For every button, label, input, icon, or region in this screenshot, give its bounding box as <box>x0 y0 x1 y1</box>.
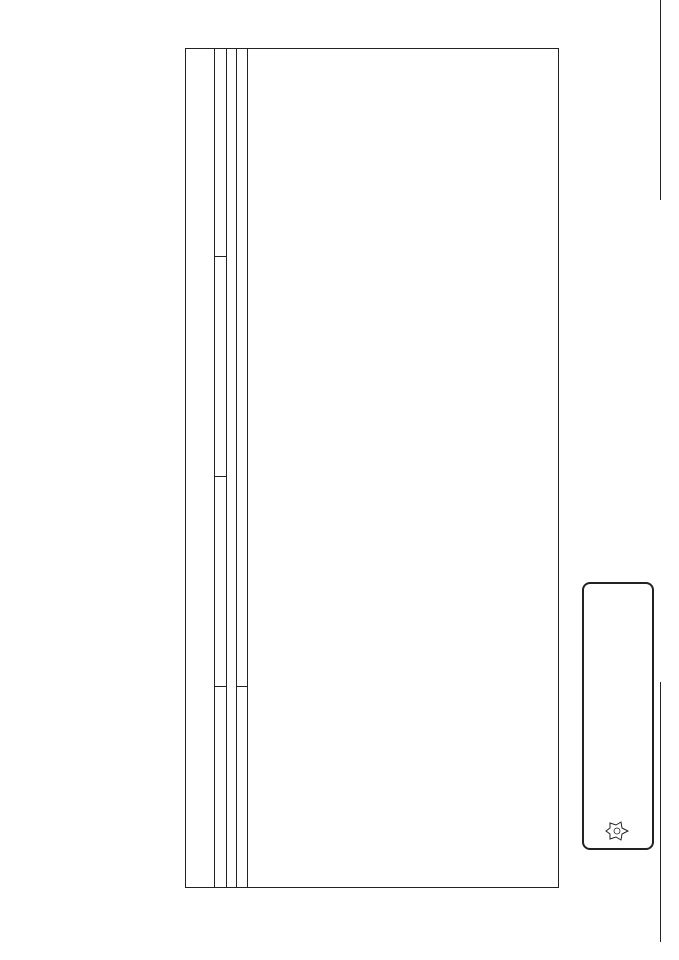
qr-code <box>3 56 67 120</box>
cadastral-label <box>237 687 247 887</box>
sheets-in-section <box>215 477 226 687</box>
table-header-cadastral <box>236 49 247 887</box>
sheets-total <box>215 49 226 257</box>
initials-line <box>660 0 661 200</box>
position-line <box>660 682 661 942</box>
table-header-sheets <box>214 49 226 887</box>
characteristics-table <box>185 48 559 888</box>
sections-total <box>215 257 226 477</box>
table-spacer <box>247 49 262 887</box>
cadastral-value <box>237 49 247 687</box>
table-header-object <box>186 49 214 887</box>
emblem-icon <box>604 820 630 842</box>
date-number <box>227 49 236 887</box>
table-header-date <box>226 49 236 887</box>
electronic-signature-stamp <box>582 582 654 850</box>
sheet-number <box>215 687 226 887</box>
